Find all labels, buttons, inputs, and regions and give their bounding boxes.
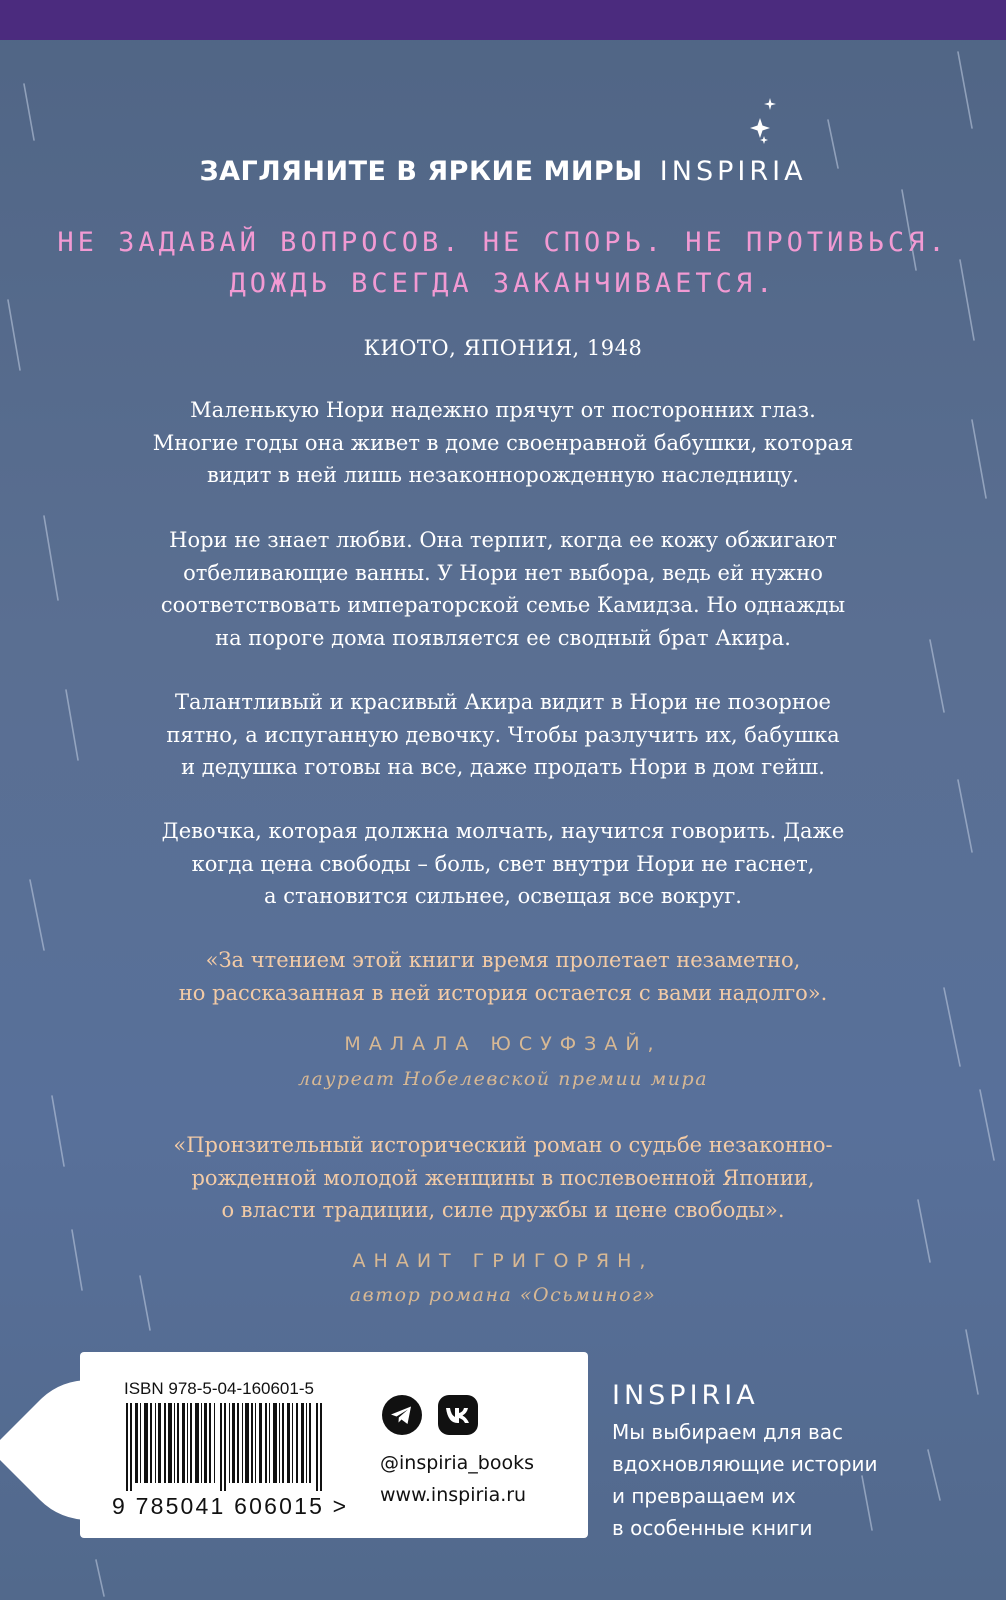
motto-line: в особенные книги [612,1516,813,1540]
quote-author-1: МАЛАЛА ЮСУФЗАЙ, [344,1033,662,1055]
review-quote-2 [60,1129,946,1227]
blurb-paragraph-1 [60,394,946,492]
tagline [0,222,1006,304]
tagline-line: НЕ ЗАДАВАЙ ВОПРОСОВ. НЕ СПОРЬ. НЕ ПРОТИВЬСЯ. [57,227,949,258]
blurb-line: на пороге дома появляется ее сводный брат Акира. [215,625,791,650]
social-handle[interactable]: @inspiria_books [380,1452,535,1474]
blurb-line: Девочка, которая должна молчать, научится говорить. Даже [161,819,845,843]
blurb-paragraph-3 [60,686,946,784]
sparkle-icon [740,96,780,156]
quote-line: «Пронзительный исторический роман о судьбе незаконно- [173,1133,833,1157]
publisher-motto [612,1416,878,1544]
quote-line: о власти традиции, силе дружбы и цене свободы». [221,1198,785,1222]
blurb-line: Талантливый и красивый Акира видит в Нори не позорное [175,690,831,714]
motto-line: Мы выбираем для вас [612,1420,844,1444]
blurb-line: соответствовать императорской семье Камидза. Но однажды [160,593,846,617]
top-band [0,0,1006,40]
series-header-lead: ЗАГЛЯНИТЕ В ЯРКИЕ МИРЫ [199,156,643,187]
blurb-line: пятно, а испуганную девочку. Чтобы разлучить их, бабушка [166,722,840,747]
quote-line: рожденной молодой женщины в послевоенной Японии, [191,1165,815,1190]
blurb-line: и дедушка готовы на все, даже продать Нори в дом гейш. [181,755,825,779]
blurb-line: когда цена свободы – боль, свет внутри Нори не гаснет, [191,851,815,876]
blurb-line: видит в ней лишь незаконнорожденную наследницу. [207,463,799,487]
blurb-line: Многие годы она живет в доме своенравной бабушки, которая [152,430,854,455]
quote-author-2: АНАИТ ГРИГОРЯН, [352,1250,654,1272]
blurb-line: Нори не знает любви. Она терпит, когда ее кожу обжигают [169,528,837,552]
isbn-number: ISBN 978-5-04-160601-5 [124,1379,314,1398]
blurb-paragraph-2 [60,524,946,654]
tagline-line: ДОЖДЬ ВСЕГДА ЗАКАНЧИВАЕТСЯ. [229,268,777,299]
series-header-brand: INSPIRIA [659,156,807,187]
review-quote-1 [60,944,946,1009]
blurb-paragraph-4 [60,815,946,913]
blurb-line: а становится сильнее, освещая все вокруг. [264,884,742,908]
publisher-logo: INSPIRIA [612,1380,759,1411]
barcode [126,1403,324,1491]
vk-icon[interactable] [438,1395,478,1435]
motto-line: и превращаем их [612,1484,796,1508]
website-link[interactable]: www.inspiria.ru [380,1484,527,1506]
motto-line: вдохновляющие истории [612,1452,878,1476]
setting-line: КИОТО, ЯПОНИЯ, 1948 [363,336,643,360]
telegram-icon[interactable] [382,1395,422,1435]
barcode-digits: 9 785041 606015 > [112,1493,349,1519]
quote-author-role-2: автор романа «Осьминог» [349,1284,657,1306]
series-header [0,156,1006,187]
quote-author-role-1: лауреат Нобелевской премии мира [297,1068,709,1090]
panel-notch [0,1360,90,1540]
blurb-line: отбеливающие ванны. У Нори нет выбора, ведь ей нужно [183,560,823,585]
quote-line: «За чтением этой книги время пролетает незаметно, [205,948,801,972]
quote-line: но рассказанная в ней история остается с вами надолго». [178,980,828,1005]
blurb-line: Маленькую Нори надежно прячут от посторонних глаз. [190,398,816,422]
